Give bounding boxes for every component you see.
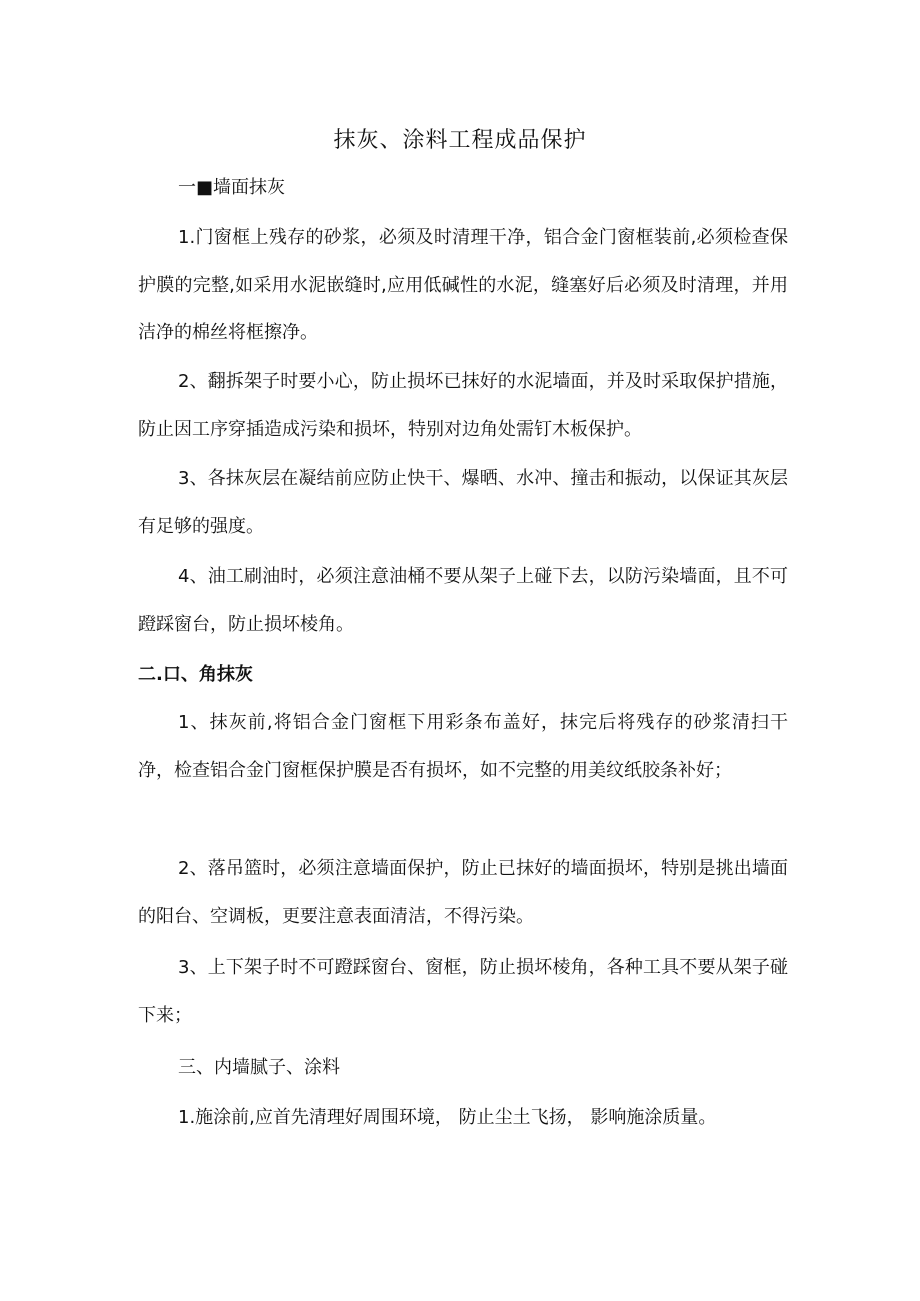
section-2-paragraph-3: 3、上下架子时不可蹬踩窗台、窗框，防止损坏棱角，各种工具不要从架子碰下来；: [138, 957, 788, 1026]
section-heading-1: 一■墙面抹灰: [178, 177, 286, 198]
section-1-paragraph-4: 4、油工刷油时，必须注意油桶不要从架子上碰下去，以防污染墙面，且不可蹬踩窗台，防止损坏棱角。: [138, 566, 788, 635]
section-3-paragraph-1: 1.施涂前,应首先清理好周围环境， 防止尘土飞扬， 影响施涂质量。: [178, 1107, 717, 1128]
page-title: 抹灰、涂料工程成品保护: [333, 128, 587, 153]
section-2-paragraph-2: 2、落吊篮时，必须注意墙面保护，防止已抹好的墙面损坏，特别是挑出墙面的阳台、空调板，更要注意表面清洁，不得污染。: [138, 858, 788, 927]
section-2-paragraph-1: 1、抹灰前,将铝合金门窗框下用彩条布盖好，抹完后将残存的砂浆清扫干净，检查铝合金门窗框保护膜是否有损坏，如不完整的用美纹纸胶条补好；: [138, 712, 788, 781]
section-heading-2: 二.口、角抹灰: [138, 664, 253, 685]
section-1-paragraph-2: 2、翻拆架子时要小心，防止损坏已抹好的水泥墙面，并及时采取保护措施，防止因工序穿插造成污染和损坏，特别对边角处需钉木板保护。: [138, 371, 788, 440]
section-1-paragraph-1: 1.门窗框上残存的砂浆，必须及时清理干净，铝合金门窗框装前,必须检查保护膜的完整,如采用水泥嵌缝时,应用低碱性的水泥，缝塞好后必须及时清理，并用洁净的棉丝将框擦净。: [138, 227, 788, 343]
section-heading-3: 三、内墙腻子、涂料: [178, 1057, 340, 1078]
section-1-paragraph-3: 3、各抹灰层在凝结前应防止快干、爆晒、水冲、撞击和振动，以保证其灰层有足够的强度。: [138, 468, 788, 537]
